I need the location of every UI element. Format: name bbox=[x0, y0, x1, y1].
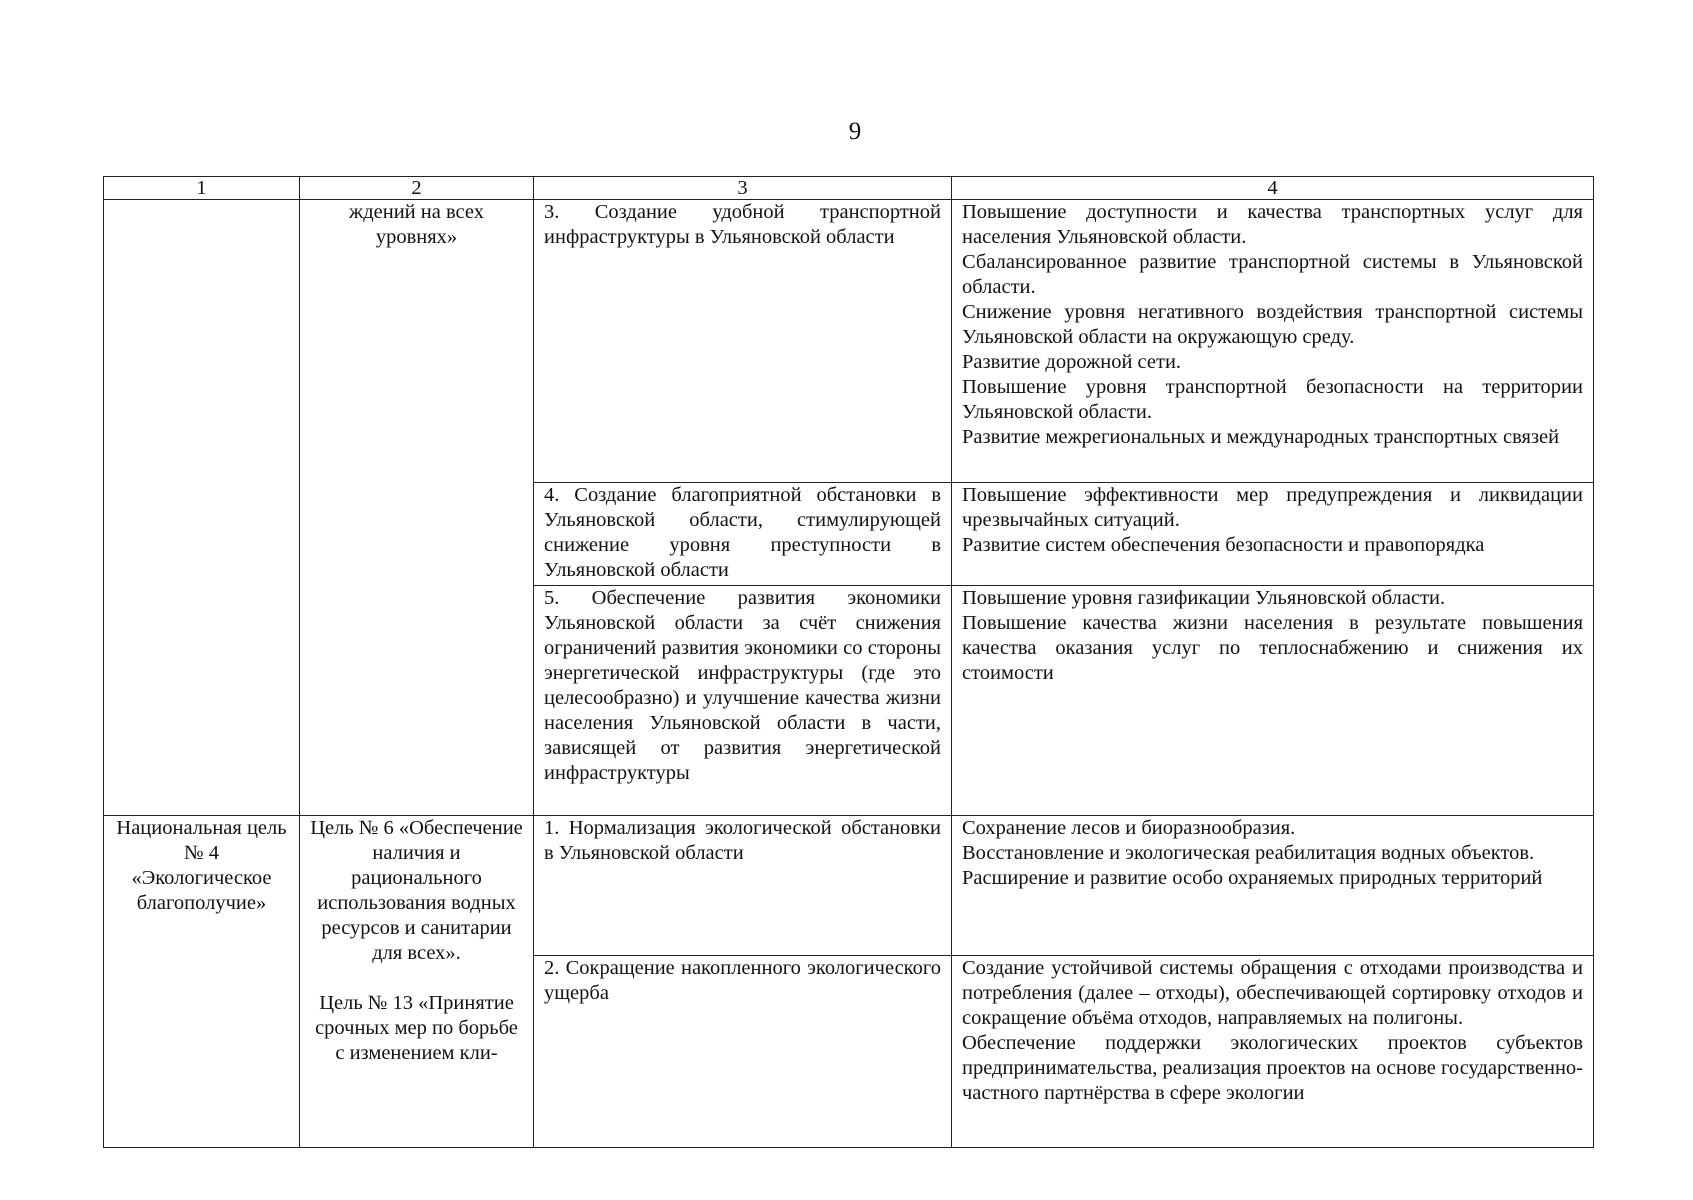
column-number-2: 2 bbox=[300, 177, 534, 200]
result-text: Развитие дорожной сети. bbox=[962, 351, 1182, 373]
table-row bbox=[104, 816, 1594, 956]
national-goal-text: Национальная цель № 4 «Экологическое благополучие» bbox=[116, 817, 287, 914]
objective-cell bbox=[534, 483, 952, 586]
result-text: Снижение уровня негативного воздействия транспортной системы Ульяновской области на окружающую среду. bbox=[962, 301, 1583, 348]
sdg-goal-cell bbox=[300, 200, 534, 816]
objective-text: 4. Создание благоприятной обстановки в Ульяновской области, стимулирующей снижение уровня преступности в Ульяновской области bbox=[544, 484, 941, 581]
result-text: Повышение эффективности мер предупреждения и ликвидации чрезвычайных ситуаций. bbox=[962, 484, 1583, 531]
table-header-row bbox=[104, 177, 1594, 200]
objective-cell bbox=[534, 586, 952, 816]
result-text: Восстановление и экологическая реабилитация водных объектов. bbox=[962, 842, 1535, 864]
result-text: Расширение и развитие особо охраняемых природных территорий bbox=[962, 867, 1543, 889]
national-goal-cell bbox=[104, 200, 300, 816]
national-goal-cell bbox=[104, 816, 300, 1148]
result-text: Создание устойчивой системы обращения с отходами производства и потребления (далее – отходы), обеспечивающей сортировку отходов и сокращение объёма отходов, направляемых на полигоны. bbox=[962, 957, 1583, 1029]
column-number-1: 1 bbox=[104, 177, 300, 200]
result-text: Повышение уровня газификации Ульяновской области. bbox=[962, 587, 1446, 609]
sdg-goal-text: Цель № 13 «Принятие срочных мер по борьбе с изменением кли- bbox=[315, 992, 518, 1064]
result-cell bbox=[952, 816, 1594, 956]
table-row bbox=[104, 200, 1594, 483]
objective-cell bbox=[534, 956, 952, 1148]
result-text: Повышение доступности и качества транспортных услуг для населения Ульяновской области. bbox=[962, 201, 1583, 248]
objective-text: 3. Создание удобной транспортной инфраструктуры в Ульяновской области bbox=[544, 201, 941, 248]
objective-cell bbox=[534, 200, 952, 483]
objective-cell bbox=[534, 816, 952, 956]
result-cell bbox=[952, 586, 1594, 816]
goals-table bbox=[103, 176, 1594, 1148]
result-text: Повышение уровня транспортной безопасности на территории Ульяновской области. bbox=[962, 376, 1583, 423]
objective-text: 2. Сокращение накопленного экологического ущерба bbox=[544, 957, 941, 1004]
sdg-goal-text: ждений на всех уровнях» bbox=[349, 201, 484, 248]
result-text: Развитие межрегиональных и международных транспортных связей bbox=[962, 426, 1560, 448]
result-text: Развитие систем обеспечения безопасности и правопорядка bbox=[962, 534, 1485, 556]
sdg-goal-text: Цель № 6 «Обеспечение наличия и рационального использования водных ресурсов и санитарии для всех». bbox=[310, 817, 523, 964]
result-cell bbox=[952, 483, 1594, 586]
result-text: Повышение качества жизни населения в результате повышения качества оказания услуг по теплоснабжению и снижения их стоимости bbox=[962, 612, 1583, 684]
sdg-goal-cell bbox=[300, 816, 534, 1148]
result-text: Обеспечение поддержки экологических проектов субъектов предпринимательства, реализация проектов на основе государственно-частного партнёрства в сфере экологии bbox=[962, 1032, 1583, 1104]
result-cell bbox=[952, 956, 1594, 1148]
result-text: Сбалансированное развитие транспортной системы в Ульяновской области. bbox=[962, 251, 1583, 298]
objective-text: 5. Обеспечение развития экономики Ульяновской области за счёт снижения ограничений развития экономики со стороны энергетической инфраструктуры (где это целесообразно) и улучшение качества жизни населения Ульяновской области в части, зависящей от развития энергетической инфраструктуры bbox=[544, 587, 941, 784]
page-number: 9 bbox=[848, 118, 862, 145]
column-number-4: 4 bbox=[952, 177, 1594, 200]
result-text: Сохранение лесов и биоразнообразия. bbox=[962, 817, 1296, 839]
column-number-3: 3 bbox=[534, 177, 952, 200]
objective-text: 1. Нормализация экологической обстановки в Ульяновской области bbox=[544, 817, 941, 864]
result-cell bbox=[952, 200, 1594, 483]
